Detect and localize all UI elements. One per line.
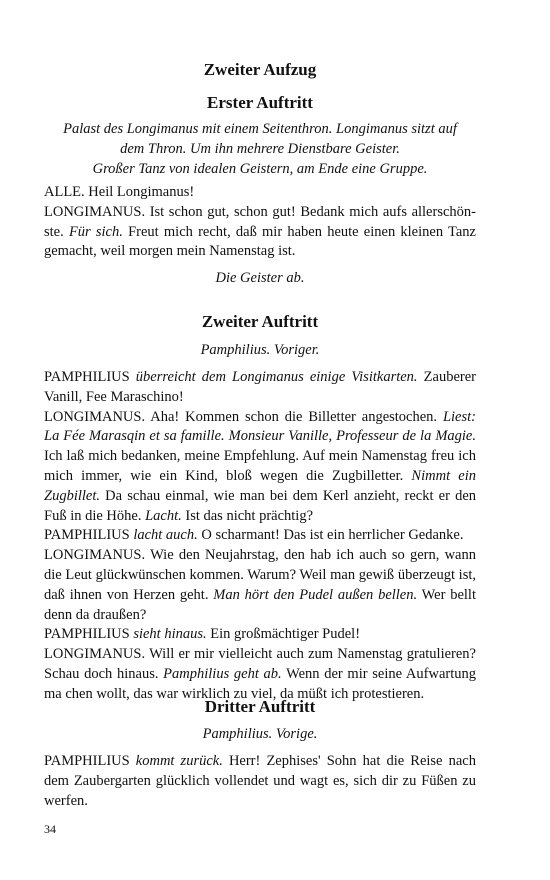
aside-direction: Für sich.: [68, 223, 123, 240]
stage-direction: sieht hinaus.: [129, 626, 207, 643]
stage-direction-line: Palast des Longimanus mit einem Seitenthron. Longimanus sitzt auf: [63, 121, 457, 137]
stage-direction: Man hört den Pudel außen bellen.: [213, 586, 418, 603]
speaker-name: LONGIMANUS.: [44, 408, 146, 425]
speech: [44, 526, 476, 546]
speech-text: Will er mir vielleicht auch zum Namenstag gratulieren? Schau doch hinaus.: [44, 646, 476, 682]
speech-text: Aha! Kommen schon die Billetter angestochen.: [145, 408, 443, 425]
speech-text: Da schau einmal, wie man bei dem Kerl anzieht, reckt er den Fuß in die Höhe.: [44, 487, 476, 524]
speaker-name: LONGIMANUS.: [44, 646, 146, 663]
stage-direction: kommt zurück.: [129, 753, 223, 769]
speaker-name: PAMPHILIUS: [44, 527, 130, 544]
scene-2-cast: Pamphilius. Voriger.: [200, 342, 320, 358]
stage-direction: überreicht dem Longimanus einige Visitkarten.: [129, 369, 418, 385]
scene-2-dialogue: [44, 368, 476, 705]
scene-1-exit-direction: Die Geister ab.: [215, 270, 305, 286]
speech-text: Ein großmächtiger Pudel!: [206, 626, 361, 643]
speaker-name: ALLE.: [44, 184, 85, 200]
book-page: [44, 0, 476, 880]
speaker-name: PAMPHILIUS: [44, 369, 130, 385]
scene-1-title: Erster Auftritt: [207, 93, 313, 112]
speech: [44, 752, 476, 811]
speech-text: Ist schon gut, schon gut! Bedank mich aufs allerschönste.: [44, 203, 476, 240]
speaker-name: LONGIMANUS.: [44, 203, 146, 220]
speech-text: Zauberer Vanill, Fee Maraschino!: [44, 369, 476, 405]
scene-1-stage-direction: [44, 119, 476, 179]
scene-3-title: Dritter Auftritt: [204, 697, 316, 716]
speech-text: O scharmant! Das ist ein herrlicher Gedanke.: [197, 527, 464, 544]
scene-1-dialogue: [44, 183, 476, 262]
stage-direction: Lacht.: [145, 507, 182, 524]
speaker-name: PAMPHILIUS: [44, 753, 130, 769]
speech: [44, 408, 476, 527]
speech-text: Wer bellt denn da draußen?: [44, 586, 476, 623]
speech: [44, 368, 476, 408]
stage-direction-line: Großer Tanz von idealen Geistern, am Ende eine Gruppe.: [92, 161, 428, 177]
speaker-name: PAMPHILIUS: [44, 626, 130, 643]
speech-text: Wenn der mir seine Aufwartung ma chen wollt, das war wirklich zu viel, da müßt ich protestieren.: [44, 665, 476, 702]
speech: [44, 183, 476, 203]
scene-2-title: Zweiter Auftritt: [201, 312, 319, 331]
speech-text: Ist das nicht prächtig?: [181, 507, 314, 524]
act-title: Zweiter Aufzug: [203, 60, 317, 79]
scene-3-dialogue: [44, 752, 476, 811]
speech-text: Herr! Zephises' Sohn hat die Reise nach dem Zaubergarten glücklich vollendet und wagt es, sich dir zu Füßen zu werfen.: [44, 753, 476, 809]
speech-text: Wie den Neujahrstag, den hab ich auch so gern, wann die Leut glückwünschen kommen. Warum? Weil man gewiß überzeugt ist, daß ihnen von Herzen geht.: [44, 547, 476, 603]
speech: [44, 546, 476, 625]
speech-text: Heil Longimanus!: [84, 184, 195, 200]
speech-text: Freut mich recht, daß mir haben heute einen kleinen Tanz gemacht, weil morgen mein Namenstag ist.: [44, 223, 476, 260]
stage-direction: Pamphilius geht ab.: [163, 665, 282, 682]
stage-direction: Nimmt ein Zugbillet.: [44, 467, 476, 504]
stage-direction: lacht auch.: [129, 527, 198, 544]
stage-direction-line: dem Thron. Um ihn mehrere Dienstbare Geister.: [120, 141, 400, 157]
speech-text: Ich laß mich bedanken, meine Empfehlung. Auf mein Namenstag freu ich mich immer, wie ein Kind, bloß wegen die Zugbilletter.: [44, 448, 476, 484]
speech: [44, 203, 476, 262]
stage-direction: Liest: La Fée Marasqin et sa famille. Monsieur Vanille, Professeur de la Magie.: [44, 408, 476, 445]
page-number: 34: [44, 822, 56, 836]
speech: [44, 625, 476, 645]
speaker-name: LONGIMANUS.: [44, 547, 146, 564]
scene-3-cast: Pamphilius. Vorige.: [202, 726, 318, 742]
speech: [44, 645, 476, 704]
